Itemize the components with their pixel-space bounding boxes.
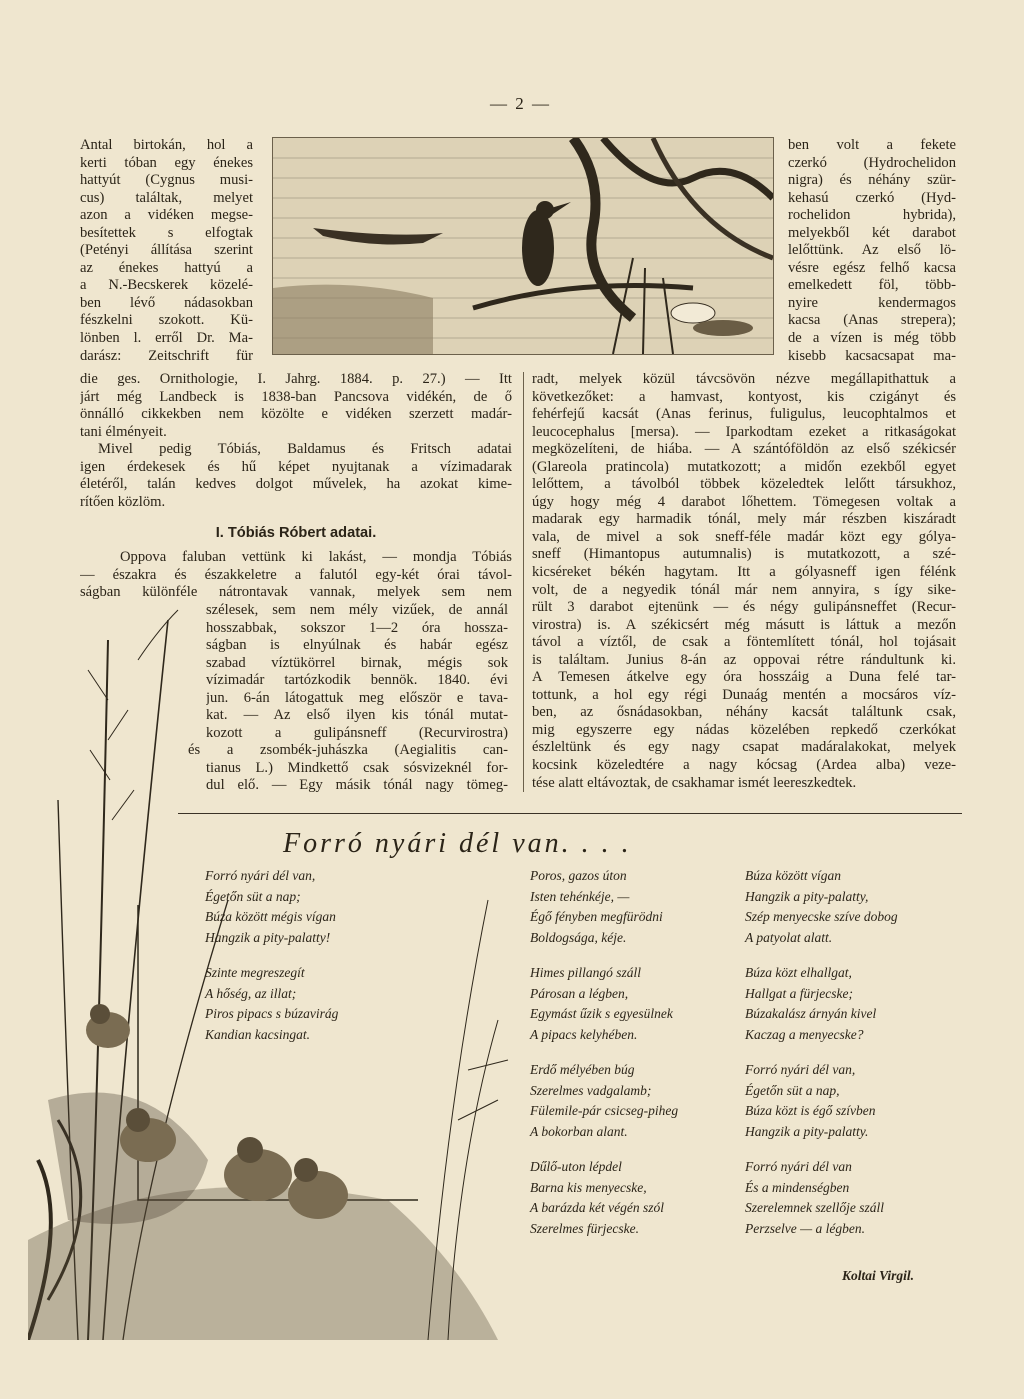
text-line: radt, melyek közül távcsövön nézve megállapithattuk a: [532, 371, 956, 387]
text-line: emelkedett föl, több-: [788, 277, 956, 294]
poem-line: Szinte megreszegít: [205, 965, 305, 980]
poem-stanza: [530, 866, 678, 948]
poem-line: Búza közt elhallgat,: [745, 965, 852, 980]
poem-line: Párosan a légben,: [530, 985, 629, 1001]
text-line: melyekből két darabot: [788, 224, 956, 241]
right-column-top-text: [788, 137, 956, 365]
poem-line: Hangzik a pity-palatty!: [205, 929, 331, 945]
text-line: cus) találtak, melyet: [80, 189, 253, 206]
kingfisher-boat-illustration: [272, 137, 774, 355]
text-line: mig egyszerre egy nádas közelében repkedő czerkókat: [532, 721, 956, 738]
text-line: — északra és északkeletre a falutól egy-két órai távol-: [80, 566, 512, 583]
text-line: igen érdekesek és hű képet nyujtanak a vízimadarak: [80, 458, 512, 475]
poem-line: Égő fényben megfürödni: [530, 909, 663, 924]
text-line: de a vízen is még több: [788, 330, 956, 347]
poem-line: Perzselve — a légben.: [745, 1220, 865, 1236]
poem-stanza: [205, 866, 338, 948]
text-line: tottunk, a hol egy régi Dunaág mentén a mocsáros víz-: [532, 686, 956, 703]
text-line: hosszabbak, sokszor 1—2 óra hossza-: [206, 619, 508, 636]
poem-line: Dűlő-uton lépdel: [530, 1159, 622, 1174]
poem-line: Isten tehénkéje, —: [530, 888, 630, 904]
poem-line: Fülemile-pár csicseg-piheg: [530, 1103, 679, 1118]
poem-line: Egymást űzik s egyesülnek: [530, 1006, 673, 1021]
text-line: rítően közlöm.: [80, 493, 166, 510]
text-line: kehasú czerkó (Hyd-: [788, 189, 956, 206]
text-line: szabad víztükörrel birnak, mégis sok: [206, 654, 508, 671]
poem-stanza: [530, 1060, 678, 1142]
left-column-top-text: [80, 137, 253, 365]
text-line: úgy hogy még 4 darabot lőhettem. Tömegesen voltak a: [532, 493, 956, 510]
text-line: tianus L.) Mindkettő csak sósvizeknél for-: [206, 759, 508, 776]
text-line: vízimadár tartózkodik bennök. 1840. évi: [206, 672, 508, 689]
poem-line: Búza között mégis vígan: [205, 909, 336, 924]
poem-author: Koltai Virgil.: [842, 1268, 915, 1283]
poem-line: A barázda két végén szól: [530, 1200, 664, 1215]
text-line: besítettek s elfogtak: [80, 224, 253, 241]
poem-line: Himes pillangó száll: [530, 965, 642, 980]
text-line: rochelidon hybrida),: [788, 207, 956, 224]
text-line: sneff (Himantopus autumnalis) is mutatkozott, a szé-: [532, 546, 956, 563]
text-line: vésre egész felhő kacsa: [788, 259, 956, 276]
text-line: életéről, talán kedves dolgot művelek, ha azokat kime-: [80, 476, 512, 493]
poem-line: Hangzik a pity-palatty,: [745, 888, 869, 904]
text-line: kacsa (Anas strepera);: [788, 312, 956, 329]
text-line: azon a vidéken megse-: [80, 207, 253, 224]
poem-line: A hőség, az illat;: [205, 985, 297, 1001]
text-line: leucocephalus [mersa). — Iparkodtam ezeket a ritkaságokat: [532, 423, 956, 440]
text-line: a N.-Becskerek közelé-: [80, 277, 253, 294]
text-line: vala, de mivel a sok sneff-féle madár közt egy gólya-: [532, 528, 956, 545]
poem-column-1: [205, 866, 338, 1060]
poem-line: Szerelmes fürjecske.: [530, 1220, 639, 1236]
poem-line: Hallgat a fürjecske;: [745, 985, 853, 1001]
text-line: megközelíteni, de hiába. — A szántóföldön az első székicsér: [532, 441, 956, 458]
text-line: is találtam. Junius 8-án az oppovai rétre rándultunk ki.: [532, 651, 956, 668]
right-column-body: [532, 371, 956, 792]
text-line: önnálló cikkekben nem közölte e vidéken szerzett madár-: [80, 406, 512, 423]
poem-line: Szép menyecske szíve dobog: [745, 909, 898, 924]
section-paragraph: [80, 549, 512, 602]
text-line: kerti tóban egy énekes: [80, 154, 253, 171]
text-line: távol a víztől, de csak a föntemlített tónál, hol tojásait: [532, 634, 956, 651]
page-number: — 2 —: [490, 94, 551, 113]
text-line: nyire kendermagos: [788, 294, 956, 311]
poem-line: Forró nyári dél van,: [205, 868, 316, 883]
text-line: dul elő. — Egy másik tónál nagy tömeg-: [206, 777, 508, 794]
text-line: lelőttem, a távolból többek közeledtek lelőtt társukhoz,: [532, 476, 956, 493]
text-line: darász: Zeitschrift für: [80, 347, 253, 364]
text-line: jun. 6-án látogattuk meg először e tava-: [206, 689, 508, 706]
text-line: fészkelni szokott. Kü-: [80, 312, 253, 329]
poem-line: Hangzik a pity-palatty.: [745, 1123, 869, 1139]
poem-column-3: [745, 866, 898, 1254]
text-line: die ges. Ornithologie, I. Jahrg. 1884. p. 27.) — Itt: [80, 371, 512, 387]
text-line: ságban is elnyúlnak és habár egész: [206, 637, 508, 654]
text-line: ben, az ősnádasokban, néhány kacsát találtunk csak,: [532, 704, 956, 721]
text-line: nigra) és néhány szür-: [788, 172, 956, 189]
poem-line: Szerelmes vadgalamb;: [530, 1082, 652, 1098]
poem-line: A pipacs kelyhében.: [530, 1026, 638, 1042]
text-line: ben volt a fekete: [788, 137, 956, 153]
poem-line: Búzakalász árnyán kivel: [745, 1006, 877, 1021]
poem-line: Kandian kacsingat.: [205, 1026, 310, 1042]
text-line: kat. — Az első ilyen kis tónál mutat-: [206, 707, 508, 724]
text-line: szélesek, sem nem mély vizűek, de annál: [206, 602, 508, 618]
poem-line: Barna kis menyecske,: [530, 1179, 647, 1195]
text-line: járt még Landbeck is 1838-ban Pancsova vidékén, de ő: [80, 388, 512, 405]
poem-line: Búza között vígan: [745, 868, 841, 883]
section-heading: I. Tóbiás Róbert adatai.: [215, 525, 377, 541]
text-line: kozott a gulipánsneff (Recurvirostra): [206, 724, 508, 741]
text-line: kocsink közeledtére a nagy kócsag (Ardea alba) veze-: [532, 757, 956, 774]
text-line: kicséreket békén hagytam. Itt a gólyasneff igen félénk: [532, 564, 956, 581]
text-line: volt, de a negyedik tónál már nem annyira, s így sike-: [532, 581, 956, 598]
text-line: A Temesen átkelve egy óra hosszáig a Duna felé tar-: [532, 669, 956, 686]
poem-line: A bokorban alant.: [530, 1123, 628, 1139]
poem-column-2: [530, 866, 678, 1254]
text-line: (Petényi állítása szerint: [80, 242, 253, 259]
text-line: tani élményeit.: [80, 423, 167, 440]
text-line: észleltünk és egy nagy csapat madáralakokat, melyek: [532, 739, 956, 756]
left-column-body: [80, 371, 512, 511]
text-line: ben lévő nádasokban: [80, 294, 253, 311]
poem-line: Erdő mélyében búg: [530, 1062, 635, 1077]
poem-stanza: [745, 963, 898, 1045]
poem-line: Forró nyári dél van,: [745, 1062, 856, 1077]
text-line: lelőttünk. Az első lö-: [788, 242, 956, 259]
text-line: rült 3 darabot ejtenünk — és négy gulipánsneffet (Recur-: [532, 599, 956, 616]
poem-line: Boldogsága, kéje.: [530, 929, 627, 945]
text-line: Mivel pedig Tóbiás, Baldamus és Fritsch adatai: [98, 441, 512, 458]
poem-stanza: [205, 963, 338, 1045]
poem-line: Kaczag a menyecske?: [745, 1026, 864, 1042]
text-line: következőket: a hamvast, kontyost, kis czigányt és: [532, 388, 956, 405]
poem-line: Égetőn süt a nap,: [745, 1082, 840, 1098]
text-line: czerkó (Hydrochelidon: [788, 154, 956, 171]
poem-line: Búza közt is égő szívben: [745, 1103, 876, 1118]
poem-line: Szerelemnek szellője száll: [745, 1200, 884, 1215]
column-rule: [523, 372, 524, 792]
poem-stanza: [745, 866, 898, 948]
poem-line: A patyolat alatt.: [745, 929, 833, 945]
text-line: és a zsombék-juhászka (Aegialitis can-: [188, 742, 508, 759]
poem-stanza: [745, 1060, 898, 1142]
poem-line: És a mindenségben: [745, 1179, 850, 1195]
poem-stanza: [530, 963, 678, 1045]
poem-line: Piros pipacs s búzavirág: [205, 1006, 339, 1021]
poem-line: Poros, gazos úton: [530, 868, 627, 883]
poem-stanza: [530, 1157, 678, 1239]
text-line: ságban különféle nátrontavak vannak, melyek sem nem: [80, 584, 512, 601]
text-line: virostra) is. A székicsért még másutt is láttuk a mezőn: [532, 616, 956, 633]
text-line: tése alatt eltávoztak, de csakhamar ismét leereszkedtek.: [532, 774, 857, 791]
text-line: (Glareola pratincola) mutatkozott; a midőn ezekből egyet: [532, 458, 956, 475]
text-line: hattyút (Cygnus musi-: [80, 172, 253, 189]
text-line: madarak egy harmadik tónál, mely már részben kiszáradt: [532, 511, 956, 528]
text-line: Oppova faluban vettünk ki lakást, — mondja Tóbiás: [120, 549, 512, 565]
poem-stanza: [745, 1157, 898, 1239]
text-line: lönben l. erről Dr. Ma-: [80, 330, 253, 347]
poem-line: Forró nyári dél van: [745, 1159, 852, 1174]
text-line: kisebb kacsacsapat ma-: [788, 347, 956, 364]
text-line: fehérfejű kacsát (Anas ferinus, fuligulus, leucophtalmos et: [532, 406, 956, 423]
poem-line: Égetőn süt a nap;: [205, 888, 301, 904]
text-line: az énekes hattyú a: [80, 259, 253, 276]
poem-title: Forró nyári dél van. . . .: [283, 828, 632, 859]
text-line: Antal birtokán, hol a: [80, 137, 253, 153]
